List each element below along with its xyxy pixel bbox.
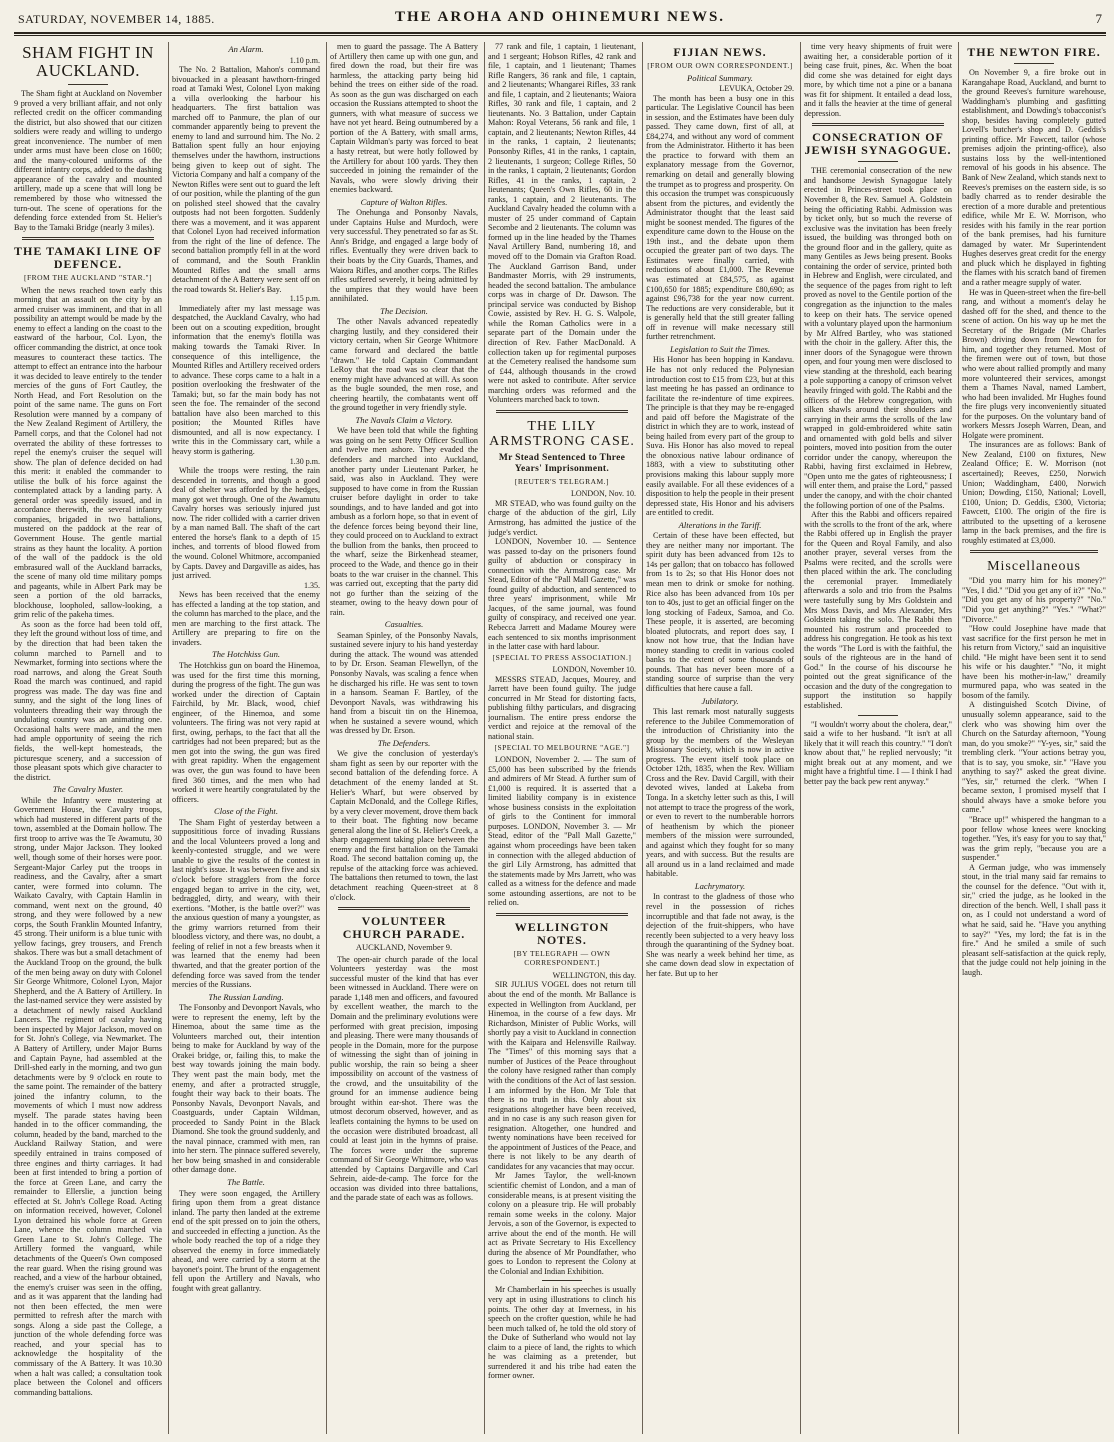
newspaper-title: THE AROHA AND OHINEMURI NEWS. <box>394 9 726 25</box>
subheading-lachrymatory: Lachrymatory. <box>694 880 746 891</box>
article-paragraph: "Did you marry him for his money?" "Yes, I did." "Did you get any of it?" "No." "Did you get any of his property?" "No." "Did you get anything?" "Yes." "What?" "Divorce." <box>962 576 1106 624</box>
article-paragraph: A German judge, who was immensely stout, in the trial many said far remains to the counsel for the defence. "Out with it, sir," cried the judge, as he looked in the direction of the bench. Well, I shall pass it on, as I could not understand a word of what he said, said he. "Have you anything to say?" "Yes, my lord; the fat is in the fire." And he smiled a smile of such pleasant self-satisfaction at the quick reply, that the judge could not help joining in the laugh. <box>962 862 1106 977</box>
column-5 <box>646 42 794 1434</box>
article-paragraph: time very heavy shipments of fruit were awaiting her, a considerable portion of it being case fruit, pines, &c. When the boat did come she was detained for eight days more, by which time not a pine or a banana was fit for shipment. It entailed a dead loss, and it falls the heavier at the time of general depression. <box>804 42 952 118</box>
column-7 <box>962 42 1106 1434</box>
masthead <box>14 6 1106 34</box>
section-heading-tamaki: THE TAMAKI LINE OF DEFENCE. <box>14 244 162 272</box>
subheading-tariff: Alterations in the Tariff. <box>678 519 762 530</box>
article-paragraph: "How could Josephine have made that vast sacrifice for the first person he met in his return from Victory," said an inquisitive child. "He might have been sent it to send his wife or his daughter." "No, it might have been his mother-in-law," dreamily murmured papa, who was seated in the bosom of the family. <box>962 624 1106 700</box>
article-paragraph: The insurances are as follows: Bank of New Zealand, £100 on fixtures, New Zealand Office; E. W. Morrison (not ascertained); Reeves, £250, Norwich Union; Waddingham, £400, Norwich Union; Dowding, £150, National; Lovell, £100, Union; D. Geddis, £300, Victoria; Fawcett, £100. The origin of the fire is attributed to the upsetting of a kerosene lamp in the back premises, and the fire is roughly estimated at £3,000. <box>962 440 1106 545</box>
article-paragraph: In contrast to the gladness of those who revel in the possession of riches incorruptible and that fade not away, is the dejection of the fruit-shippers, who have recently been subjected to a very heavy loss through the quarantining of the Sydney boat. She was nearly a week behind her time, as she came down dead slow in expectation of her fate. But up to her <box>646 892 794 978</box>
column-6 <box>804 42 952 1434</box>
column-divider <box>484 42 485 1434</box>
article-paragraph: A distinguished Scotch Divine, of unusually solemn appearance, said to the clerk who was showing him over the Church on the Saturday afternoon, "Young man, do you smoke?" "Y-yes, sir," said the trembling clerk. "Your actions betray you, that is to say, you smoke, sir." "Have you anything to say?" asked the great divine. "Yes, sir," returned the clerk. "When I became sexton, I promised myself that I should always have a smoke before you came." <box>962 700 1106 815</box>
source-note: [FROM OUR OWN CORRESPONDENT.] <box>647 61 793 70</box>
title-rule <box>1014 63 1054 64</box>
article-paragraph: The open-air church parade of the local Volunteers yesterday was the most successful muster of the kind that has ever been witnessed in Auckland. There were on parade 1,148 men and officers, and favoured by excellent weather, the march to the Domain and the preliminary evolutions were performed with great precision, imposing and pleasing. There were many thousands of people in the Domain, more for the purpose of witnessing the sight than of joining in public worship, the rain so being a sheer impossibility on account of the vastness of the crowd, and the unsuitability of the ground for an immense audience being brought within ear-shot. There was the utmost decorum observed, however, and as leaflets containing the hymns to be used on the occasion were distributed broadcast, all could at least join in the hymns of praise. The forces were under the supreme command of Sir George Whitmore, who was attended by Captains Dargaville and Carl Sehrein, aide-de-camp. The force for the occasion was divided into three battalions, and the parade state of each was as follows. <box>330 954 478 1203</box>
section-heading-lily-armstrong: THE LILY ARMSTRONG CASE. <box>489 418 635 449</box>
article-paragraph: MESSRS STEAD, Jacques, Mourey, and Jarrett have been found guilty. The judge concurred in Mr Stead for distorting facts, publishing filthy particulars, and disgracing journalism. The entire press endorse the verdict and rejoice at the removal of the national stain. <box>488 674 636 741</box>
article-paragraph: While the Infantry were mustering at Government House, the Cavalry troops, which had mustered in different parts of the town, assembled at the Domain hollow. The first troop to arrive was the Te Awamutu, 30 strong, under Major Jackson. They looked well, though some of their horses were poor. Sergeant-Major Carley put the troops in readiness, and the Cavalry, after a smart canter, were formed into column. The Waikato Cavalry, with Captain Hamlin in command, went next on the ground, 40 strong, and they were followed by a new corps, the South Franklin Mounted Infantry, 45 strong. Their uniform is a blue tunic with yellow facings, grey trousers, and French shakos. There was but a small detachment of the Auckland Troop on the ground, the bulk of the men being away on duty with Colonel Sir George Whitmore, Colonel Lyon, Major Shepherd, and the A Battery of Artillery. In the last-named service they were assisted by a detachment of newly raised Auckland Lancers. The regiment of cavalry having been inspected by Major Jackson, moved on for St. John's College, via Newmarket. The A Battery of Artillery, under Major Burns and Captain Payne, had assembled at the Drill-shed early in the morning, and two gun detachments were by 9 o'clock en route to the same point. The remainder of the battery joined the infantry column, to the movements of which I must now address myself. The parade states having been handed in to the officer commanding, the column, headed by the band, marched to the Auckland Railway Station, and were speedily entrained in trains composed of three engines and thirty carriages. It had been at first intended to bring a portion of the force at Green Lane, and carry the remainder to Ellerslie, a junction being effected at St. John's College Road. Acting on information received, however, Colonel Lyon detrained his whole force at Green Lane, whence the column marched via Green Lane to St. John's College. The Artillery formed the vanguard, while detachments of the Queen's Own composed the rear guard. When the rising ground was reached, and a view of the harbour obtained, the enemy's cruiser was seen in the offing, and as it was apparent that the landing had not then been effected, the men were permitted to refresh after the march with songs. Along a side past the College, a junction of the whole defending force was reached, and your special has to acknowledge the hospitality of the commissary of the A Battery. It was 10.30 when a halt was called; a consultation took place between the Colonel and officers commanding battalions. <box>14 795 162 1397</box>
section-rule <box>22 237 154 240</box>
column-4 <box>488 42 636 1434</box>
article-paragraph: The other Navals advanced repeatedly charging lustily, and they considered their victory certain, when Sir George Whitmore came forward and declared the battle "drawn." He told Captain Commandant LeRoy that the road was so clear that the enemy might have advanced at will. As soon as the bugle sounded, the men rose, and cheering heartily, the combatants went off the ground together in very friendly style. <box>330 317 478 413</box>
subheading-alarm: An Alarm. <box>228 44 264 54</box>
article-paragraph: The month has been a busy one in this particular. The Legislative Council has been in session, and the Estimates have been duly passed. They came down, first of all, at £84,274, and without any word of comment from the Administrator. Hitherto it has been the practice to forward with them an explanatory message from the Governor, remarking on detail and generally blowing the trumpet as to progress and prosperity. On this occasion the trumpet was conspicuously absent from the pictures, and evidently the Administrator thought that the least said might be soonest mended. The figures of the expenditure came down to the House on the 19th inst., and the debate upon them occupied the greater part of two days. The Estimates were finally carried, with reductions of about £1,000. The Revenue was estimated at £84,575, as against £100,650 for 1885; expenditure £80,690; as against £96,738 for the year now current. The reductions are very considerable, but it is generally held that the still greater falling off in revenue will make necessary still further retrenchment. <box>646 93 794 342</box>
article-paragraph: We give the conclusion of yesterday's sham fight as seen by our reporter with the second battalion of the defending force. A detachment of the enemy landed at St. Helier's Wharf, but were observed by Captain McDonald, and the College Rifles, by a very clever movement, drove them back to their boat. The fighting now became general along the line of St. Helier's Creek, a sharp engagement taking place between the enemy and the first battalion on the Tamaki Road. The second battalion coming up, the repulse of the attacking force was achieved. The battalions then returned to town, the last detachment reaching Queen-street at 8 o'clock. <box>330 749 478 902</box>
article-paragraph: News has been received that the enemy has effected a landing at the top station, and the column has marched to the place, and the men are marching to the first attack. The Artillery are preparing to fire on the invaders. <box>172 590 320 647</box>
subheading-casualties: Casualties. <box>384 619 424 630</box>
column-divider <box>326 42 327 1434</box>
article-paragraph: This last remark most naturally suggests reference to the Jubilee Commemoration of the introduction of Christianity into the group by the members of the Wesleyan Missionary Society, which is now in active progress. The event itself took place on October 12th, 1835, when the Rev. William Cross and the Rev. David Cargill, with their devoted wives, landed at Lakeba from Tonga. In a sketchy letter such as this, I will not attempt to trace the progress of the work, or even to revert to the numberable horrors of heathenism by which the pioneer members of the mission were surrounded, and against which they fought for so many years, and with success. But the results are all around us in a land reclaimed and made habitable. <box>646 707 794 879</box>
article-paragraph: "Brace up!" whispered the hangman to a poor fellow whose knees were knocking together. "Yes, it's easy for you to say that," was the grim reply, "because you are a suspender." <box>962 815 1106 863</box>
article-paragraph: His Honor has been hopping in Kandavu. He has not only reduced the Polynesian introduction cost to £15 from £23, but at this last meeting he has passed an ordinance to facilitate the re-indenture of time expirees. The principle is that they may be re-engaged and paid off before the Magistrate of the district in which they are to work, instead of being hailed from every part of the group to Suva. His Honor has also moved to repeal the obnoxious native labour ordinance of 1883, with a view to substituting other provisions making this labour supply more easily available. For all these evidences of a disposition to help the people in their present depressed state, His Honor and his advisers are entitled to credit. <box>646 355 794 518</box>
sub-heading-sentence: Mr Stead Sentenced to Three Years' Imprisonment. <box>498 452 626 474</box>
subheading-political-summary: Political Summary. <box>687 72 753 83</box>
article-paragraph: Mr Chamberlain in his speeches is usually very apt in using illustrations to clinch his points. The other day at Inverness, in his speech on the crofter question, while he had been much talked of, he told the old story of the Duke of Sutherland who would not lay claim to a piece of land, the rights to which he was claiming as a pretender, but surrendered it and his tribe had eaten the former owner. <box>488 1285 636 1381</box>
subheading-jubilatory: Jubilatory. <box>701 695 739 706</box>
article-paragraph: THE ceremonial consecration of the new and handsome Jewish Synagogue lately erected in Princes-street took place on November 8, the Rev. Samuel A. Goldstein being the officiating Rabbi. Admission was by ticket only, but so much the reverse of exclusive was the invitation has been freely issued, the building was thronged both on the ground floor and in the gallery, quite as many Gentiles as Jews being present. Books containing the order of service, printed both in Hebrew and English, were circulated, and the sequence of the pages from right to left proved as novel to the Gentile portion of the congregation as the injunction to the males to keep on their hats. The service opened with a voluntary played upon the harmonium by Mr Alfred Bartley, who was stationed with the choir in the gallery. After this, the inner doors of the Synagogue were thrown open, and four young men were disclosed to view standing at the threshold, each bearing a pole supporting a canopy of crimson velvet heavily fringed with gold. The Rabbi and the officers of the Hebrew congregation, with silken shawls around their shoulders and carrying in their arms the scrolls of the law wrapped in gold-embroidered white satin and ornamented with gold bells and silver pointers, moved into position from the outer corridor under the canopy, whereupon the Rabbi, having first exclaimed in Hebrew, "Open unto me the gates of righteousness; I will enter them, and praise the Lord," passed under the canopy, and with the choir chanted the following portion of one of the Psalms. <box>804 166 952 510</box>
source-note: [FROM THE AUCKLAND "STAR."] <box>23 273 153 283</box>
subheading-decision: The Decision. <box>380 305 428 316</box>
article-paragraph: MR STEAD, who was found guilty on the charge of the abduction of the girl, Lily Armstrong, has admitted the justice of the judge's verdict. <box>488 498 636 537</box>
column-divider <box>800 42 801 1434</box>
column-divider <box>642 42 643 1434</box>
column-3 <box>330 42 478 1434</box>
article-paragraph: The No. 2 Battalion, Mahon's command bivouacked in a pleasant hawthorn-fringed road at Tamaki West, Colonel Lyon making a villa overlooking the harbour his headquarters. The first battalion was marched off to Panmure, the plan of our commander apparently being to prevent the enemy to land and surround him. The No. 2 Battalion spent fully an hour enjoying themselves under the hawthorn, instructions being given to keep out of sight. The Victoria Company and half a company of the Newton Rifles were sent out to guard the left of our position, while the planting of the gun on polished steel showed that the cavalry outposts had not been forgotten. Suddenly there was a movement, and it was apparent that Colonel Lyon had received information from the right of the line of defence. The second battalion promptly fell in at the word of command, and the South Franklin Mounted Rifles and the small arms detachment of the A Battery were sent off on the road towards St. Helier's Bay. <box>172 65 320 294</box>
timestamp: 1.15 p.m. <box>289 294 320 304</box>
subheading-legislation: Legislation to Suit the Times. <box>669 343 771 354</box>
subheading-hotchkiss-gun: The Hotchkiss Gun. <box>211 649 281 660</box>
dateline: WELLINGTON, this day. <box>552 970 636 980</box>
section-rule <box>812 123 944 126</box>
article-paragraph: As soon as the force had been told off, they left the ground without loss of time, and by the direction that had been taken the column marched to Parnell and to Newmarket, forming into sections where the road narrows, and along the Great South Road the march was continued, and rapid progress was made. The day was fine and sunny, and the sight of the long lines of volunteers threading their way through the undulating country was an animating one. Occasional halts were made, and the men had ample opportunity of seeing the rich fields, the well-kept homesteads, the picturesque scenery, and a succession of those pleasant spots which give character to the district. <box>14 619 162 782</box>
article-title-sham-fight: SHAM FIGHT IN AUCKLAND. <box>22 43 154 80</box>
article-paragraph: The Onehunga and Ponsonby Navals, under Captains Hulse and Murdoch, were very successful. They penetrated so far as St. Ann's Bridge, and engaged a large body of rifles. Eventually they were driven back to their boats by the City Guards, Thames, and Waiora Rifles, and another corps. The Rifles rifles suffered severely, it being admitted by the umpires that they would have been annihilated. <box>330 208 478 304</box>
article-paragraph: On November 9, a fire broke out in Karangahape Road, Auckland, and burnt to the ground Reeves's furniture warehouse, Waddingham's plumbing and gasfitting establishment, and Dowding's tobacconist's shop, besides having completely gutted Lovell's butcher's shop and D. Geddis's printing office. Mr Fawcett, tailor (whose premises adjoin the printing-office), also sustains loss by the well-intentioned removal of his goods in his absence. The Bank of New Zealand, which stands next to Reeves's premises on the eastern side, is so badly charred as to render desirable the erection of a more durable and pretentious edifice, while Mr E. W. Morrison, who resides with his family in the rear portion of the bank premises, had his furniture damaged by water. Mr Superintendent Hughes deserves great credit for the energy and pluck which he displayed in fighting the flames with his scratch band of firemen and a rather meagre supply of water. <box>962 68 1106 288</box>
title-rule <box>858 161 898 162</box>
article-paragraph: When the news reached town early this morning that an assault on the city by an armed cruiser was imminent, and that in all possibility an attempt would be made by the enemy to effect a landing on the coast to the eastward of the harbour, Col. Lyon, the officer commanding the district, at once took measures to counteract these tactics. The attempt to effect an entrance into the harbour it was decided to leave entirely to the tender mercies of the guns of Fort Cautley, the North Head, and Fort Resolution on the point of the same name. The guns on Fort Resolution were manned by a company of the New Zealand Regiment of Artillery, the Parnell corps, and that the Colonel had not overrated the ability of these fortresses to repel the enemy's cruiser the sequel will show. The plan of defence decided on had this merit: it enabled the commander to utilise the bulk of his force against the contemplated attack by a landing party. A general order was speedily issued, and in accordance therewith, the several infantry companies, brigaded in two battalions, mustered on the paddock at the rear of Government House. The gentle martial strains as they haunt the locality. A portion of the wall of the paddock is the old embrasured wall of the Auckland barracks, the scene of many old time military pomps and pageants, while in Albert Park may be seen a portion of the old barracks, blockhouse, loopholed, sallow-looking, a grim relic of the pakeha times. <box>14 285 162 620</box>
source-note: [BY TELEGRAPH — OWN CORRESPONDENT.] <box>513 948 611 968</box>
article-paragraph: We have been told that while the fighting was going on he sent Petty Officer Scullion and twelve men ashore. They evaded the defenders and marched into Auckland, another party under Lieutenant Parker, he said, was also in Auckland. They were supposed to have come in from the Russian cruiser before daylight in order to take soundings, and to have landed and got into ambush as a forlorn hope, so that in event of the defence forces being beyond their line, they could proceed on to Auckland to extract the bullion from the banks, then proceed to the wharf, seize the Birkenhead steamer, proceed to the Wade, and thence go in their boats to the war cruiser in the channel. This was carried out, excepting that the party did not go further than the seizing of the steamer, owing to the heavy down pour of rain. <box>330 426 478 617</box>
section-heading-church-parade: VOLUNTEER CHURCH PARADE. <box>342 914 466 942</box>
section-rule <box>542 1280 582 1281</box>
section-rule <box>338 907 470 910</box>
dateline: LEVUKA, October 29. <box>719 84 794 94</box>
column-1 <box>14 42 162 1434</box>
subheading-russian-landing: The Russian Landing. <box>208 991 284 1002</box>
section-heading-newton-fire: THE NEWTON FIRE. <box>967 45 1101 59</box>
article-paragraph: The Sham fight at Auckland on November 9 proved a very brilliant affair, and not only reflected credit on the officer commanding the district, but also showed that our citizen soldiers were ready and willing to undergo great inconvenience. The number of men under arms must have been close on 1600; and the many-coloured uniforms of the different infantry corps, added to the dashing appearance of the cavalry and mounted artillery, made up a scene that will long be remembered by those who witnessed the turn-out. The scene of operations for the defending force extended from St. Helier's Bay to the Tamaki Bridge (nearly 3 miles). <box>14 89 162 232</box>
article-paragraph: The Fonsonby and Devonport Navals, who were to represent the enemy, left by the Hinemoa, about the same time as the Volunteers marched out, their intention being to make for Auckland by way of the Orakei bridge, or, failing this, to make the best way towards joining the main body. They went past the main body, met the enemy, and after a protracted struggle, fought their way back to their boats. The Ponsonby Navals, Devonport Navals, and Coastguards, under Captain Wildman, proceeded to Sandy Point in the Black Diamond. She took the ground suddenly, and the naval pinnace, crammed with men, ran into her stern. The pinnace suffered severely, her bow being smashed in and considerable other damage done. <box>172 1003 320 1175</box>
section-rule <box>858 715 898 716</box>
article-paragraph: SIR JULIUS VOGEL does not return till about the end of the month. Mr Ballance is expected in Wellington from Auckland, per Hinemoa, in the course of a few days. Mr Richardson, Minister of Public Works, will shortly pay a visit to Auckland in connection with the Kaipara and Helensville Railway. The "Times" of this morning says that a number of Justices of the Peace throughout the colony have resigned rather than comply with the conditions of the Act of last session. I am informed by the Hon. Mr Tole that there is no truth in this. Only about six resignations altogether have been received, and in no case is any such reason given for resignation. Altogether, one hundred and twenty nominations have been received for the appointment of Justices of the Peace, and there is not likely to be any dearth of candidates for any vacancies that may occur. <box>488 980 636 1171</box>
issue-date: SATURDAY, NOVEMBER 14, 1885. <box>18 12 215 26</box>
article-paragraph: "I wouldn't worry about the cholera, dear," said a wife to her husband. "It isn't at all likely that it will reach this country." "I don't know about that," he replied nervously; "it might break out at any moment, and we might have a frightful time. I — I think I had better pay the back pew rent anyway." <box>804 719 952 786</box>
column-divider <box>168 42 169 1434</box>
article-paragraph: The Sham Fight of yesterday between a supposititious force of invading Russians and the local Volunteers proved a long and keenly-contested struggle, and we were unable to give the results of the contest in last night's issue. It was between five and six o'clock before stragglers from the force engaged began to arrive in the city, wet, bedraggled, dirty, and weary, with their exertions. "Mother, is the battle over?" was the anxious question of many a youngster, as the grimy warriors returned from their bloodless victory, and there was, no doubt, a feeling of relief in not a few breasts when it was learned that the enemy had been thwarted, and that the greater portion of the defending force was saved from the tender mercies of the Russians. <box>172 817 320 990</box>
article-paragraph: After this the Rabbi and officers repaired with the scrolls to the front of the ark, where the Rabbi offered up in English the prayer for the Queen and Royal Family, and also another prayer, several verses from the Psalms were recited, and the scrolls were then placed within the ark. The concluding the ceremonial prayer. Immediately afterwards a solo and trio from the Psalms were tastefully sung by Mrs Goldstein and Mrs Moss Davis, and Mrs Alexander, Mrs Goldstein taking the solo. The Rabbi then mounted his rostrum and proceeded to address his congregation. He took as his text the words "The Lord is with the faithful, the souls of the righteous are in the hand of God." In the course of his discourse he pointed out the great significance of the occasion and the duty of the congregation to support the institution so happily established. <box>804 510 952 710</box>
section-rule <box>496 410 628 413</box>
article-paragraph: While the troops were resting, the rain descended in torrents, and though a good deal of shelter was afforded by the hedges, many got wet through. One of the Awamutu Cavalry horses was seriously injured just now. The rider collided with a carrier driven by a man named Ball. The shaft of the cart entered the horse's flank to a depth of 15 inches, and torrents of blood flowed from the wound. Colonel Whitmore, accompanied by Capts. Davey and Dargaville as aides, has just arrived. <box>172 466 320 581</box>
article-paragraph: Certain of these have been effected, but they are neither many nor important. The spirit duty has been advanced from 12s to 14s per gallon; that on tobacco has followed from 1s to 2s; so that His Honor does not mean men to drink or smoke for nothing. Rice also has been advanced from 10s per ton to 40s, just to get an official finger on the long stocking of Fadeux, Samoa, and Co. These people, it is asserted, are becoming bloated plutocrats, and report does say, I know not how true, that the Indian have money standing to credit in various cooled banks to the extent of some thousands of pounds. That has never been more of a standing source of surprise than the very difficulties that here cause a fall. <box>646 531 794 693</box>
column-2 <box>172 42 320 1434</box>
masthead-rule <box>14 35 1106 36</box>
article-paragraph: Mr James Taylor, the well-known scientific chemist of London, and a man of considerable means, is at present visiting the colony on a pleasure trip. He will probably remain some weeks in the colony. Major Jervois, a son of the Governor, is expected to arrive about the end of the month. He will act as Private Secretary to His Excellency during the absence of Mr Poundfather, who goes to London to represent the Colony at the Colonial and Indian Exhibition. <box>488 1171 636 1276</box>
article-paragraph: LONDON, November 2. — The sum of £5,000 has been subscribed by the friends and admirers of Mr Stead. A further sum of £1,000 is required. It is asserted that a limited liability company is in existence whose business consists in the exploitation of girls to the Continent for immoral purposes. LONDON, November 3. — Mr Stead, editor of the "Pall Mall Gazette," against whom proceedings have been taken in connection with the alleged abduction of the girl Lily Armstrong, has admitted that the statements made by Mrs Jarrett, who was called as a witness for the defence and made some astounding assertions, are not to be relied on. <box>488 755 636 908</box>
source-note: [REUTER'S TELEGRAM.] <box>514 476 610 486</box>
dateline: LONDON, Nov. 10. <box>570 489 636 499</box>
article-paragraph: 77 rank and file, 1 captain, 1 lieutenant, and 1 sergeant; Hobson Rifles, 42 rank and file, 1 captain, and 1 lieutenant; Thames Rifle Rangers, 36 rank and file, 1 captain, and 2 lieutenants; Whangarei Rifles, 33 rank and file, 1 captain, and 2 lieutenants; Waiora Rifles, 30 rank and file, 1 captain, and 2 lieutenants. No. 3 Battalion, under Captain Mahon: Royal Veterans, 56 rank and file, 1 captain, and 2 lieutenants; Newton Rifles, 44 in the ranks, 1 captain, 2 lieutenants; Ponsonby Rifles, 41 in the ranks, 1 captain, 2 lieutenants, 1 surgeon; College Rifles, 50 in the ranks, 1 captain, 2 lieutenants; Gordon Rifles, 41 in the ranks, 1 captain, 2 lieutenants; Queen's Own Rifles, 60 in the ranks, 1 captain, and 2 lieutenants. The Auckland Cavalry headed the column with a muster of 25 under command of Captain Secombe and 2 lieutenants. The column was formed up in the line headed by the Thames Naval Artillery Band, numbering 18, and moved off to the Domain via Grafton Road. The Auckland Garrison Band, under Bandmaster Morris, with 29 instruments, headed the second battalion. The ambulance corps was in charge of Dr. Dawson. The principal service was conducted by Bishop Cowie, assisted by Rev. H. G. S. Walpole, while the Roman Catholics were in a separate part of the Domain under the direction of Rev. Father MacDonald. A collection taken up for regimental purposes at the Cemetery realised the handsome sum of £44, although thousands in the crowd were not asked to contribute. After service marching orders was reformed and the Volunteers marched back to town. <box>488 42 636 405</box>
article-paragraph: They were soon engaged, the Artillery firing upon them from a great distance inland. The party then landed at the extreme end of the spit pressed on to join the others, and succeeded in effecting a junction. As the whole body reached the top of a ridge they observed the enemy in force immediately ahead, and were carried by a storm at the bayonet's point. The brunt of the engagement fell upon the Artillery and Navals, who fought with great gallantry. <box>172 1188 320 1293</box>
subheading-battle: The Battle. <box>227 1176 265 1187</box>
subheading-close-of-fight: Close of the Fight. <box>214 806 278 817</box>
page-number: 7 <box>1095 11 1102 26</box>
source-note: [SPECIAL TO PRESS ASSOCIATION.] <box>492 652 632 662</box>
section-heading-wellington-notes: WELLINGTON NOTES. <box>514 919 610 947</box>
subheading-navals-claim: The Navals Claim a Victory. <box>355 414 453 425</box>
section-rule <box>970 550 1098 553</box>
column-divider <box>958 42 959 1434</box>
dateline: AUCKLAND, November 9. <box>355 942 453 953</box>
subheading-cavalry-muster: The Cavalry Muster. <box>52 784 124 795</box>
timestamp: 1.10 p.m. <box>289 55 320 65</box>
timestamp: 1.35. <box>304 580 320 590</box>
article-paragraph: He was in Queen-street when the fire-bell rang, and without a moment's delay he dashed off for the shed, and thence to the scene of action. On his way up he met the Secretary of the Brigade (Mr Charles Brown) driving down from Newton for him, and together they returned. Most of the firemen were out of town, but those who were about rallied promptly and many more volunteered their services, amongst them a Thames Naval, named Lambert, who had been invalided. Mr Hughes found the fire plugs very inconveniently situated for the purposes. On the voluntary band of workers Messrs Joseph Warren, Dean, and Holgate were prominent. <box>962 287 1106 440</box>
section-rule <box>496 913 628 916</box>
article-paragraph: Immediately after my last message was despatched, the Auckland Cavalry, who had been out on a scouting expedition, brought information that the enemy's flotilla was making towards the Tamaki River. In consequence of this intelligence, the Mounted Rifles and Artillery received orders to advance. These corps came to a halt in a position overlooking the freshwater of the Tamaki; but, so far the main body has not seen the foe. The remainder of the second battalion have also been marched to this position; the Mounted Rifles have dismounted, and all is now expectancy. I write this in the Commissary cart, while a heavy storm is gathering. <box>172 303 320 456</box>
article-paragraph: LONDON, November 10. — Sentence was passed to-day on the prisoners found guilty of abduction or conspiracy in connection with the Armstrong case. Mr Stead, Editor of the "Pall Mall Gazette," was found guilty of abduction, and sentenced to three years' imprisonment, while Mr Jacques, of the same journal, was found guilty of conspiracy, and received one year. Rebecca Jarrett and Madame Mourey were each sentenced to six months imprisonment in the latter case with hard labour. <box>488 537 636 652</box>
section-heading-miscellaneous: Miscellaneous <box>987 559 1081 575</box>
timestamp: 1.30 p.m. <box>289 456 320 466</box>
subheading-defenders: The Defenders. <box>377 737 431 748</box>
section-heading-synagogue: CONSECRATION OF JEWISH SYNAGOGUE. <box>804 130 952 158</box>
article-paragraph: men to guard the passage. The A Battery of Artillery then came up with one gun, and fired down the road, but their fire was harmless, the attacking party being hid behind the trees on either side of the road. As soon as the gun was discharged on each occasion the Russians attempted to shoot the gunners, with what measure of success we have not yet heard. Being outnumbered by a portion of the A Battery, with small arms, Captain Wildman's party was forced to beat a hasty retreat, but were hotly followed by the Artillery for about 100 yards. They then succeeded in joining the remainder of the Navals, who were slowly driving their enemies backward. <box>330 42 478 195</box>
subheading-capture: Capture of Walton Rifles. <box>360 196 448 207</box>
dateline: LONDON, November 10. <box>552 665 636 675</box>
article-paragraph: Seaman Spinley, of the Ponsonby Navals, sustained severe injury to his hand yesterday during the attack. The wound was attended to by Dr. Erson. Seaman Flewellyn, of the Ponsonby Navals, was scaling a fence when he discharged his rifle. He was sent to town in a hansom. Seaman F. Bartley, of the Devonport Navals, was withdrawing his hand from a biscuit tin on the Hinemoa, when he sustained a severe wound, which was dressed by Dr. Erson. <box>330 630 478 736</box>
title-rule <box>68 84 108 85</box>
source-note: [SPECIAL TO MELBOURNE "AGE."] <box>494 742 630 752</box>
article-paragraph: The Hotchkiss gun on board the Hinemoa, was used for the first time this morning, during the progress of the fight. The gun was worked under the direction of Captain Fairchild, by Mr. Black, wood, chief engineer, of the Hinemoa, and some volunteers. The firing was not very rapid at first, owing, perhaps, to the fact that all the cartridges had not been prepared; but as the men got into the swing, the gun was fired with great rapidity. When the engagement was over, the gun was found to have been fired 360 times, and the men who had worked it were heartily congratulated by the officers. <box>172 661 320 804</box>
section-heading-fijian-news: FIJIAN NEWS. <box>673 45 767 59</box>
